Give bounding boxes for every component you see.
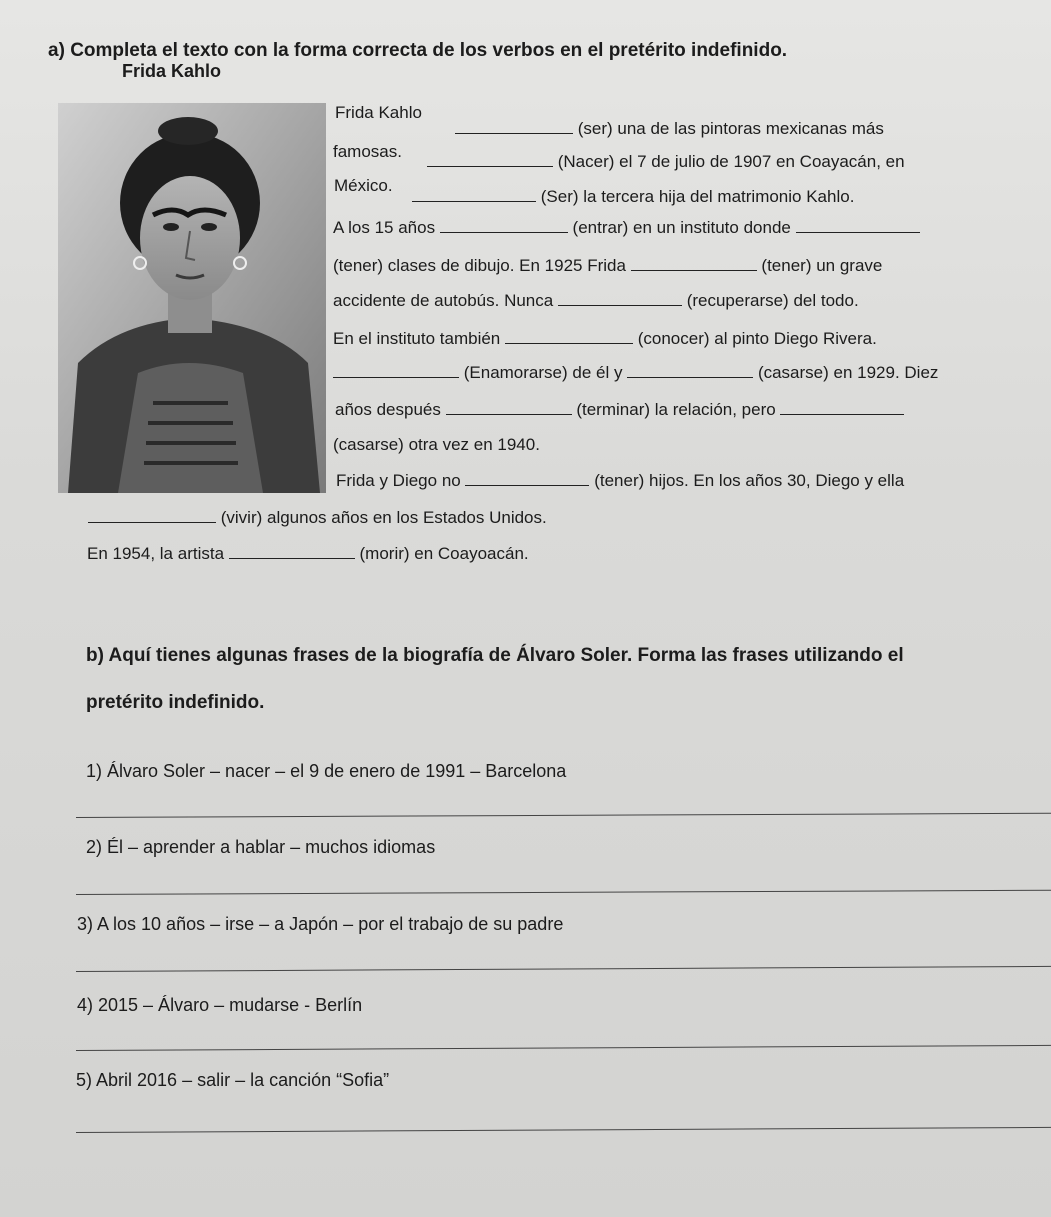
item-2: 2) Él – aprender a hablar – muchos idiomas — [86, 837, 436, 857]
blank-ser-2[interactable] — [412, 186, 536, 202]
blank-casarse-2[interactable] — [780, 399, 904, 415]
exercise-a-instruction: Completa el texto con la forma correcta de los verbos en el pretérito indefinido. — [70, 40, 788, 61]
text-line-2b: (Nacer) el 7 de julio de 1907 en Coayacán, en — [427, 151, 905, 172]
text-line-1b: (ser) una de las pintoras mexicanas más — [455, 118, 884, 139]
blank-tener-2[interactable] — [631, 255, 757, 271]
blank-morir[interactable] — [229, 543, 355, 559]
blank-entrar[interactable] — [440, 217, 568, 233]
text-line-9: años después (terminar) la relación, pero — [335, 399, 904, 420]
item-1: 1) Álvaro Soler – nacer – el 9 de enero de 1991 – Barcelona — [86, 761, 567, 781]
text-line-7: En el instituto también (conocer) al pinto Diego Rivera. — [333, 329, 877, 348]
item-4: 4) 2015 – Álvaro – mudarse - Berlín — [77, 995, 363, 1015]
text-line-3: México. — [334, 176, 393, 195]
answer-line-1[interactable] — [76, 813, 1051, 818]
text-line-6: accidente de autobús. Nunca (recuperarse) del todo. — [333, 291, 859, 310]
exercise-b-heading-1: b) Aquí tienes algunas frases de la biografía de Álvaro Soler. Forma las frases utilizando el — [86, 645, 904, 666]
text-line-2: famosas. — [333, 142, 402, 161]
text-line-5: (tener) clases de dibujo. En 1925 Frida (tener) un grave — [333, 256, 883, 275]
text-line-4: A los 15 años (entrar) en un instituto donde — [333, 217, 920, 238]
answer-line-5[interactable] — [76, 1127, 1051, 1133]
blank-conocer[interactable] — [505, 328, 633, 344]
text-line-11: Frida y Diego no (tener) hijos. En los años 30, Diego y ella — [336, 471, 905, 490]
blank-ser[interactable] — [455, 118, 573, 134]
answer-line-4[interactable] — [76, 1045, 1051, 1051]
text-line-13: En 1954, la artista (morir) en Coayoacán. — [87, 544, 529, 563]
item-5: 5) Abril 2016 – salir – la canción “Sofia” — [76, 1070, 390, 1090]
blank-enamorarse[interactable] — [333, 362, 459, 378]
exercise-a-subtitle: Frida Kahlo — [122, 61, 222, 81]
answer-line-2[interactable] — [76, 890, 1051, 895]
blank-terminar[interactable] — [446, 399, 572, 415]
text-line-12: (vivir) algunos años en los Estados Unidos. — [88, 507, 547, 528]
answer-line-3[interactable] — [76, 966, 1051, 972]
text-line-10: (casarse) otra vez en 1940. — [333, 435, 540, 454]
blank-recuperarse[interactable] — [558, 290, 682, 306]
text-line-8: (Enamorarse) de él y (casarse) en 1929. Diez — [333, 362, 938, 383]
blank-nacer[interactable] — [427, 151, 553, 167]
item-3: 3) A los 10 años – irse – a Japón – por el trabajo de su padre — [77, 914, 564, 934]
blank-tener-3[interactable] — [465, 470, 589, 486]
text-line-1: Frida Kahlo — [335, 103, 422, 122]
blank-casarse-1[interactable] — [627, 362, 753, 378]
portrait-illustration — [58, 103, 326, 493]
text-line-3b: (Ser) la tercera hija del matrimonio Kahlo. — [412, 186, 854, 207]
exercise-a-letter: a) — [48, 40, 65, 61]
exercise-b-heading-2: pretérito indefinido. — [86, 692, 265, 713]
frida-kahlo-photo — [58, 103, 326, 493]
exercise-a-heading — [48, 40, 787, 62]
blank-vivir[interactable] — [88, 507, 216, 523]
blank-tener-1[interactable] — [796, 217, 920, 233]
